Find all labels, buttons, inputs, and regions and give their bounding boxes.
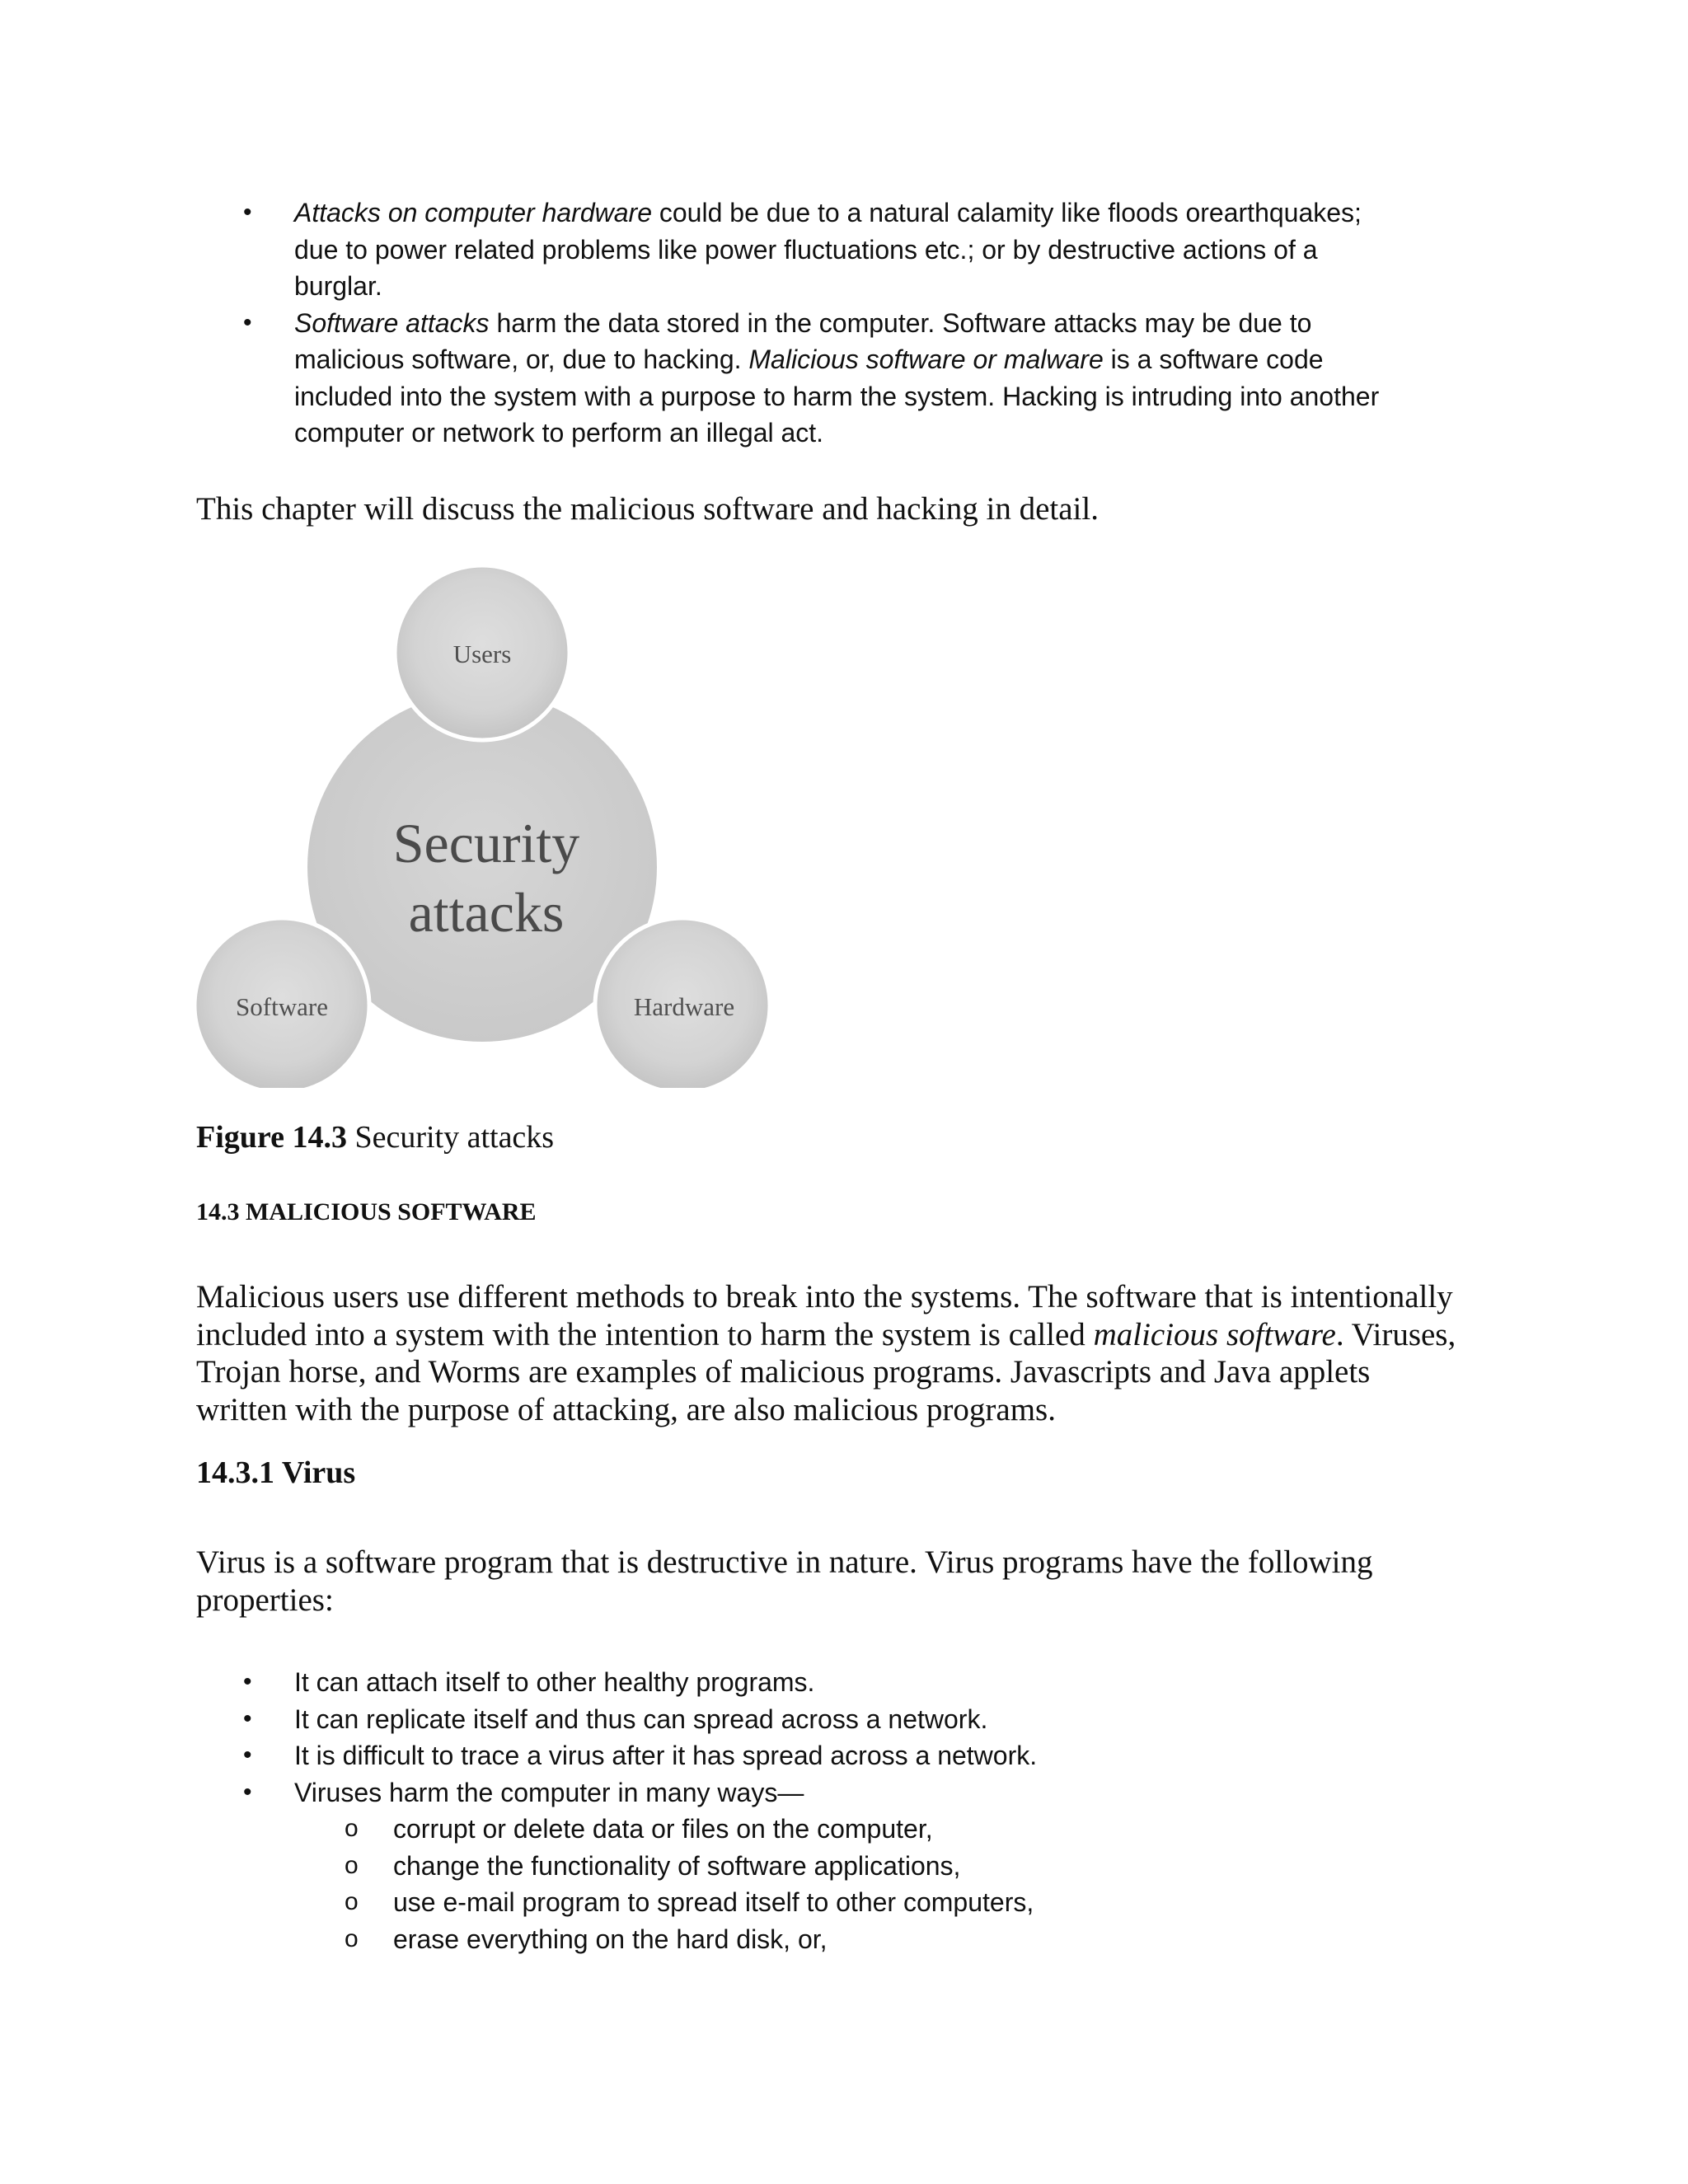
- bullet-icon: •: [243, 1668, 252, 1695]
- intro-bullet-text: due to power related problems like power fluctuations etc.; or by destructive actions of a: [294, 234, 1318, 265]
- virus-heading: 14.3.1 Virus: [196, 1455, 356, 1490]
- list-item-text: It is difficult to trace a virus after it has spread across a network.: [294, 1741, 1038, 1770]
- intro-bullet-text: could be due to a natural calamity like floods orearthquakes;: [651, 198, 1362, 227]
- malicious-software-paragraph: [196, 1278, 1457, 1428]
- center-label-line1: Security: [392, 812, 580, 874]
- malicious-software-term: malicious software: [1093, 1316, 1336, 1352]
- intro-bullet-text: included into the system with a purpose to harm the system. Hacking is intruding into another: [294, 381, 1380, 411]
- intro-bullet-hardware: [0, 194, 1448, 305]
- list-item: [0, 1737, 1688, 1774]
- intro-bullet-text: harm the data stored in the computer. Software attacks may be due to: [489, 307, 1312, 338]
- figure-caption-text: Security attacks: [346, 1120, 555, 1155]
- software-attacks-term: Software attacks: [294, 307, 490, 338]
- virus-properties-list: [0, 1664, 1688, 1811]
- bullet-icon: •: [243, 1778, 252, 1806]
- intro-bullet-text: is a software code: [1103, 344, 1324, 374]
- list-item: [0, 1664, 1688, 1701]
- list-item-text: corrupt or delete data or files on the computer,: [393, 1814, 933, 1844]
- bullet-icon: •: [243, 199, 252, 226]
- bullet-icon: •: [243, 1704, 252, 1732]
- list-item: [0, 1811, 1688, 1848]
- malicious-para-text: . Viruses, Trojan horse, and Worms are examples of malicious programs. Javascripts and Java applets written with the purpose of attacking, are also malicious programs.: [196, 1316, 1456, 1427]
- chapter-intro-line: This chapter will discuss the malicious software and hacking in detail.: [196, 491, 1099, 527]
- list-item-text: Viruses harm the computer in many ways—: [294, 1777, 804, 1807]
- list-item: [0, 1848, 1688, 1885]
- list-item: [0, 1884, 1688, 1921]
- center-label-line2: attacks: [408, 881, 565, 944]
- intro-bullet-list: [0, 194, 1688, 452]
- sub-bullet-icon: o: [345, 1924, 359, 1952]
- figure-caption-label: Figure 14.3: [196, 1120, 347, 1155]
- security-attacks-diagram: [190, 560, 775, 1088]
- intro-bullet-text: computer or network to perform an illegal act.: [294, 418, 824, 448]
- list-item-text: It can replicate itself and thus can spread across a network.: [294, 1704, 988, 1734]
- sub-bullet-icon: o: [345, 1888, 359, 1915]
- software-label: Software: [236, 992, 328, 1021]
- bullet-icon: •: [243, 308, 252, 336]
- list-item-text: use e-mail program to spread itself to other computers,: [393, 1887, 1034, 1917]
- virus-intro-paragraph: Virus is a software program that is destructive in nature. Virus programs have the following properties:: [196, 1544, 1373, 1618]
- malware-term: Malicious software or malware: [748, 344, 1104, 374]
- list-item: [0, 1701, 1688, 1738]
- hardware-attacks-term: Attacks on computer hardware: [294, 198, 652, 227]
- intro-bullet-text: malicious software, or, due to hacking.: [294, 344, 749, 374]
- virus-harm-sublist: [0, 1811, 1688, 1957]
- list-item-text: change the functionality of software applications,: [393, 1850, 961, 1881]
- sub-bullet-icon: o: [345, 1851, 359, 1879]
- list-item: [0, 1774, 1688, 1811]
- users-label: Users: [452, 640, 512, 668]
- figure-caption: [196, 1119, 554, 1155]
- hardware-label: Hardware: [633, 992, 735, 1021]
- malicious-para-text: Malicious users use different methods to break into the systems. The software that is intentionally included into a system with the intention to harm the system is called: [196, 1279, 1453, 1352]
- list-item-text: It can attach itself to other healthy programs.: [294, 1667, 815, 1697]
- list-item: [0, 1921, 1688, 1958]
- list-item-text: erase everything on the hard disk, or,: [393, 1924, 828, 1954]
- intro-bullet-text: burglar.: [294, 271, 382, 301]
- sub-bullet-icon: o: [345, 1815, 359, 1842]
- section-heading: 14.3 MALICIOUS SOFTWARE: [196, 1198, 537, 1226]
- intro-bullet-software: [0, 305, 1448, 452]
- bullet-icon: •: [243, 1741, 252, 1769]
